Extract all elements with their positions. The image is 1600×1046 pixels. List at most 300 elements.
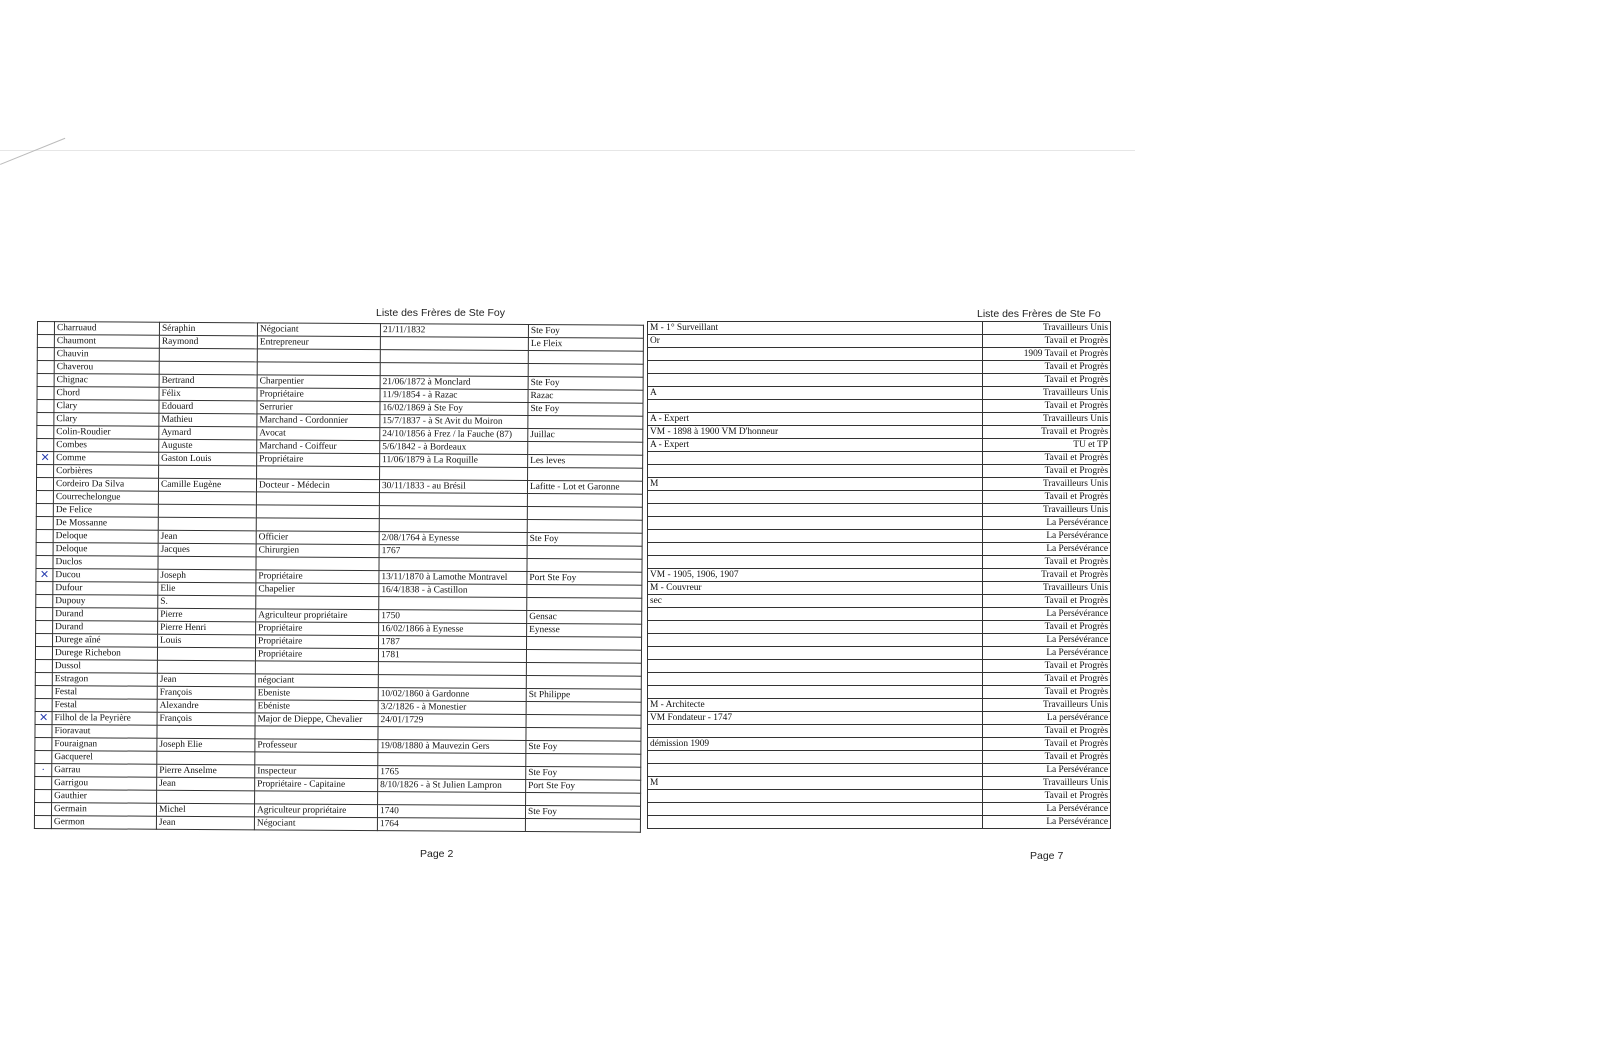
grade-cell: M [648,777,983,790]
lodge-cell: Travail et Progrès [983,569,1111,582]
mark-cell [36,490,53,503]
grade-cell: A - Expert [648,413,983,426]
profession-cell: Avocat [257,427,380,441]
profession-cell: Professeur [255,739,378,753]
surname-cell: Colin-Roudier [54,426,159,440]
table-row [648,400,1111,413]
birth-cell: 3/2/1826 - à Monestier [378,701,526,715]
grade-cell [648,764,983,777]
mark-cell [35,750,52,763]
place-cell [526,675,641,689]
surname-cell: Charruaud [54,322,159,336]
birth-cell [379,597,527,611]
birth-cell [379,493,527,507]
grade-cell [648,374,983,387]
place-cell: Ste Foy [528,325,643,339]
grade-cell [648,621,983,634]
mark-cell [34,815,51,828]
firstname-cell: François [157,686,255,700]
birth-cell: 1764 [377,818,525,832]
grade-cell [648,348,983,361]
firstname-cell [158,556,256,570]
table-row [648,738,1111,751]
surname-cell: Gauthier [52,790,157,804]
birth-cell: 1765 [378,766,526,780]
birth-cell [379,558,527,572]
surname-cell: Courrechelongue [53,491,158,505]
lodge-cell: Travailleurs Unis [983,699,1111,712]
surname-cell: Fouraignan [52,738,157,752]
firstname-cell [157,751,255,765]
birth-cell [380,337,528,351]
firstname-cell: Auguste [159,439,257,453]
mark-cell [37,348,54,361]
mark-cell [35,672,52,685]
mark-cell: · [35,763,52,776]
firstname-cell: Alexandre [157,699,255,713]
mark-cell [35,789,52,802]
surname-cell: Clary [54,413,159,427]
firstname-cell [159,465,257,479]
surname-cell: Durege Richebon [52,647,157,661]
surname-cell: Dupouy [53,595,158,609]
profession-cell [256,518,379,532]
table-row [648,777,1111,790]
place-cell: Ste Foy [527,532,642,546]
lodge-cell: La persévérance [983,712,1111,725]
birth-cell: 24/10/1856 à Frez / la Fauche (87) [380,428,528,442]
place-cell: Ste Foy [525,805,640,819]
grade-cell [648,634,983,647]
mark-cell: ✕ [37,452,54,465]
grade-cell [648,790,983,803]
lodge-cell: La Persévérance [983,803,1111,816]
surname-cell: Durand [53,621,158,635]
lodge-cell: Travailleurs Unis [983,504,1111,517]
table-row [648,673,1111,686]
place-cell: Razac [528,390,643,404]
place-cell: Ste Foy [526,766,641,780]
birth-cell [379,519,527,533]
lodge-cell: La Persévérance [983,530,1111,543]
firstname-cell: Michel [156,803,254,817]
surname-cell: Durand [53,608,158,622]
place-cell [527,636,642,650]
table-row [648,387,1111,400]
place-cell: Ste Foy [526,740,641,754]
grade-cell [648,465,983,478]
profession-cell: Serrurier [257,401,380,415]
surname-cell: Deloque [53,530,158,544]
left-table-body [34,322,643,833]
profession-cell: Négociant [254,817,377,831]
grade-cell: sec [648,595,983,608]
place-cell [527,545,642,559]
firstname-cell [158,504,256,518]
lodge-cell: Tavail et Progrès [983,361,1111,374]
table-row [648,803,1111,816]
lodge-cell: Tavail et Progrès [983,452,1111,465]
grade-cell [648,673,983,686]
grade-cell [648,751,983,764]
mark-cell [37,413,54,426]
profession-cell [256,596,379,610]
grade-cell [648,400,983,413]
place-cell [528,442,643,456]
mark-cell [37,400,54,413]
profession-cell: Entrepreneur [257,336,380,350]
mark-cell [35,724,52,737]
place-cell [527,584,642,598]
place-cell: Le Fleix [528,338,643,352]
mark-cell [37,387,54,400]
grade-cell: Or [648,335,983,348]
firstname-cell [159,348,257,362]
mark-cell [37,322,54,335]
lodge-cell: La Persévérance [983,647,1111,660]
profession-cell [255,791,378,805]
lodge-cell: Tavail et Progrès [983,621,1111,634]
left-page-table [34,321,644,833]
surname-cell: De Mossanne [53,517,158,531]
table-row [648,712,1111,725]
surname-cell: Festal [52,686,157,700]
table-row [648,348,1111,361]
table-row [648,543,1111,556]
birth-cell: 1787 [379,636,527,650]
birth-cell: 10/02/1860 à Gardonne [378,688,526,702]
lodge-cell: Tavail et Progrès [983,400,1111,413]
place-cell: Gensac [527,610,642,624]
table-row [648,556,1111,569]
surname-cell: Garrau [52,764,157,778]
profession-cell: Propriétaire [255,648,378,662]
table-row [648,452,1111,465]
table-row [648,530,1111,543]
lodge-cell: La Persévérance [983,517,1111,530]
table-row [648,569,1111,582]
profession-cell: Marchand - Cordonnier [257,414,380,428]
surname-cell: Germain [51,803,156,817]
mark-cell [37,426,54,439]
table-row [648,504,1111,517]
place-cell [528,467,643,481]
surname-cell: Fioravaut [52,725,157,739]
firstname-cell: Jean [157,777,255,791]
birth-cell [378,662,526,676]
firstname-cell: Pierre Anselme [157,764,255,778]
surname-cell: Dufour [53,582,158,596]
mark-cell [35,659,52,672]
surname-cell: Durege aîné [53,634,158,648]
birth-cell [379,506,527,520]
lodge-cell: La Persévérance [983,764,1111,777]
profession-cell: Propriétaire [257,388,380,402]
lodge-cell: Tavail et Progrès [983,738,1111,751]
firstname-cell [157,647,255,661]
table-row [648,413,1111,426]
table-row [648,517,1111,530]
mark-cell [36,478,53,491]
profession-cell [257,362,380,376]
mark-cell [36,620,53,633]
place-cell: Port Ste Foy [527,571,642,585]
mark-cell [35,776,52,789]
profession-cell: Agriculteur propriétaire [256,609,379,623]
mark-cell [36,607,53,620]
birth-cell: 21/06/1872 à Monclard [380,376,528,390]
place-cell: Eynesse [527,623,642,637]
surname-cell: Filhol de la Peyrière [52,712,157,726]
lodge-cell: Tavail et Progrès [983,790,1111,803]
surname-cell: Deloque [53,543,158,557]
lodge-cell: Tavail et Progrès [983,374,1111,387]
surname-cell: Chaverou [54,361,159,375]
birth-cell [380,350,528,364]
place-cell [526,714,641,728]
profession-cell: Propriétaire [256,635,379,649]
place-cell [526,753,641,767]
grade-cell [648,686,983,699]
birth-cell: 21/11/1832 [380,324,528,338]
firstname-cell: Jean [158,530,256,544]
surname-cell: Duclos [53,556,158,570]
firstname-cell: Joseph [158,569,256,583]
lodge-cell: La Persévérance [983,543,1111,556]
profession-cell [257,466,380,480]
surname-cell: Clary [54,400,159,414]
profession-cell: Propriétaire - Capitaine [255,778,378,792]
table-row [648,465,1111,478]
table-row [648,621,1111,634]
lodge-cell: Tavail et Progrès [983,491,1111,504]
surname-cell: Cordeiro Da Silva [53,478,158,492]
grade-cell: A [648,387,983,400]
firstname-cell: Louis [158,634,256,648]
lodge-cell: La Persévérance [983,608,1111,621]
birth-cell: 8/10/1826 - à St Julien Lampron [378,779,526,793]
birth-cell: 1767 [379,545,527,559]
firstname-cell: François [157,712,255,726]
right-table-body [648,322,1111,829]
profession-cell: Agriculteur propriétaire [254,804,377,818]
birth-cell: 11/9/1854 - à Razac [380,389,528,403]
firstname-cell: Elie [158,582,256,596]
place-cell [527,506,642,520]
lodge-cell: Tavail et Progrès [983,660,1111,673]
lodge-cell: Tavail et Progrès [983,686,1111,699]
table-row [648,816,1111,829]
grade-cell [648,530,983,543]
birth-cell [378,753,526,767]
profession-cell [255,726,378,740]
mark-cell [37,439,54,452]
grade-cell [648,504,983,517]
mark-cell [36,516,53,529]
surname-cell: Combes [54,439,159,453]
grade-cell: M [648,478,983,491]
grade-cell [648,543,983,556]
grade-cell [648,491,983,504]
mark-cell [37,374,54,387]
grade-cell [648,725,983,738]
firstname-cell [158,517,256,531]
left-page-caption: Liste des Frères de Ste Foy [376,307,505,319]
surname-cell: Comme [54,452,159,466]
firstname-cell: Gaston Louis [159,452,257,466]
lodge-cell: La Persévérance [983,816,1111,829]
birth-cell: 16/02/1866 à Eynesse [379,623,527,637]
firstname-cell: Edouard [159,400,257,414]
birth-cell: 30/11/1833 - au Brésil [379,480,527,494]
table-row [648,764,1111,777]
lodge-cell: Tavail et Progrès [983,556,1111,569]
right-page-caption: Liste des Frères de Ste Fo [977,308,1101,320]
table-row [648,660,1111,673]
profession-cell: Charpentier [257,375,380,389]
firstname-cell: Pierre Henri [158,621,256,635]
profession-cell [257,349,380,363]
mark-cell [35,698,52,711]
table-row [648,439,1111,452]
mark-cell: ✕ [35,711,52,724]
lodge-cell: Travailleurs Unis [983,582,1111,595]
table-row [648,361,1111,374]
grade-cell: M - 1° Surveillant [648,322,983,335]
table-row [648,595,1111,608]
table-row [648,686,1111,699]
lodge-cell: Tavail et Progrès [983,751,1111,764]
mark-cell [36,633,53,646]
lodge-cell: 1909 Tavail et Progrès [983,348,1111,361]
profession-cell: Chapelier [256,583,379,597]
right-page-footer: Page 7 [1030,850,1064,862]
firstname-cell: Camille Eugène [158,478,256,492]
firstname-cell: Pierre [158,608,256,622]
birth-cell [378,792,526,806]
lodge-cell: Travail et Progrès [983,426,1111,439]
birth-cell: 1750 [379,610,527,624]
grade-cell: A - Expert [648,439,983,452]
table-row [648,725,1111,738]
profession-cell: Propriétaire [256,622,379,636]
birth-cell: 24/01/1729 [378,714,526,728]
profession-cell: Négociant [257,323,380,337]
place-cell [526,662,641,676]
scan-fold-mark [0,138,65,165]
birth-cell: 16/02/1869 à Ste Foy [380,402,528,416]
firstname-cell [157,790,255,804]
lodge-cell: TU et TP [983,439,1111,452]
grade-cell [648,452,983,465]
profession-cell [256,557,379,571]
grade-cell: VM - 1898 à 1900 VM D'honneur [648,426,983,439]
birth-cell: 16/4/1838 - à Castillon [379,584,527,598]
surname-cell: Corbières [54,465,159,479]
table-row [648,491,1111,504]
birth-cell: 13/11/1870 à Lamothe Montravel [379,571,527,585]
firstname-cell [158,491,256,505]
lodge-cell: Travailleurs Unis [983,413,1111,426]
table-row [648,647,1111,660]
place-cell [525,818,640,832]
firstname-cell: Jacques [158,543,256,557]
lodge-cell: Travailleurs Unis [983,478,1111,491]
lodge-cell: Tavail et Progrès [983,465,1111,478]
grade-cell [648,361,983,374]
profession-cell: négociant [255,674,378,688]
firstname-cell: Aymard [159,426,257,440]
mark-cell [34,802,51,815]
surname-cell: Chignac [54,374,159,388]
place-cell [527,493,642,507]
place-cell: Lafitte - Lot et Garonne [527,480,642,494]
surname-cell: De Felice [53,504,158,518]
lodge-cell: Tavail et Progrès [983,673,1111,686]
place-cell [526,792,641,806]
mark-cell [35,737,52,750]
table-row [648,608,1111,621]
surname-cell: Dussol [52,660,157,674]
mark-cell [36,503,53,516]
surname-cell: Estragon [52,673,157,687]
grade-cell [648,517,983,530]
grade-cell: M - Architecte [648,699,983,712]
grade-cell [648,608,983,621]
birth-cell: 19/08/1880 à Mauvezin Gers [378,740,526,754]
place-cell: Ste Foy [528,377,643,391]
birth-cell [380,467,528,481]
surname-cell: Garrigou [52,777,157,791]
firstname-cell: Jean [157,673,255,687]
grade-cell [648,556,983,569]
birth-cell: 11/06/1879 à La Roquille [380,454,528,468]
birth-cell [378,727,526,741]
birth-cell [378,675,526,689]
place-cell [528,416,643,430]
grade-cell [648,660,983,673]
place-cell [526,727,641,741]
surname-cell: Chauvin [54,348,159,362]
place-cell: Ste Foy [528,403,643,417]
mark-cell [35,685,52,698]
place-cell [526,649,641,663]
mark-cell [37,335,54,348]
left-page-footer: Page 2 [420,848,454,860]
grade-cell: VM - 1905, 1906, 1907 [648,569,983,582]
firstname-cell [157,725,255,739]
surname-cell: Ducou [53,569,158,583]
lodge-cell: Tavail et Progrès [983,725,1111,738]
table-row [648,335,1111,348]
firstname-cell: Raymond [159,335,257,349]
firstname-cell [157,660,255,674]
firstname-cell: Jean [156,816,254,830]
mark-cell [37,361,54,374]
surname-cell: Chord [54,387,159,401]
mark-cell [35,646,52,659]
profession-cell: Ebeniste [255,687,378,701]
grade-cell: VM Fondateur - 1747 [648,712,983,725]
right-page-table [647,321,1111,829]
profession-cell: Inspecteur [255,765,378,779]
place-cell: Juillac [528,429,643,443]
lodge-cell: Travailleurs Unis [983,777,1111,790]
table-row [648,374,1111,387]
place-cell [528,351,643,365]
firstname-cell: S. [158,595,256,609]
surname-cell: Gacquerel [52,751,157,765]
